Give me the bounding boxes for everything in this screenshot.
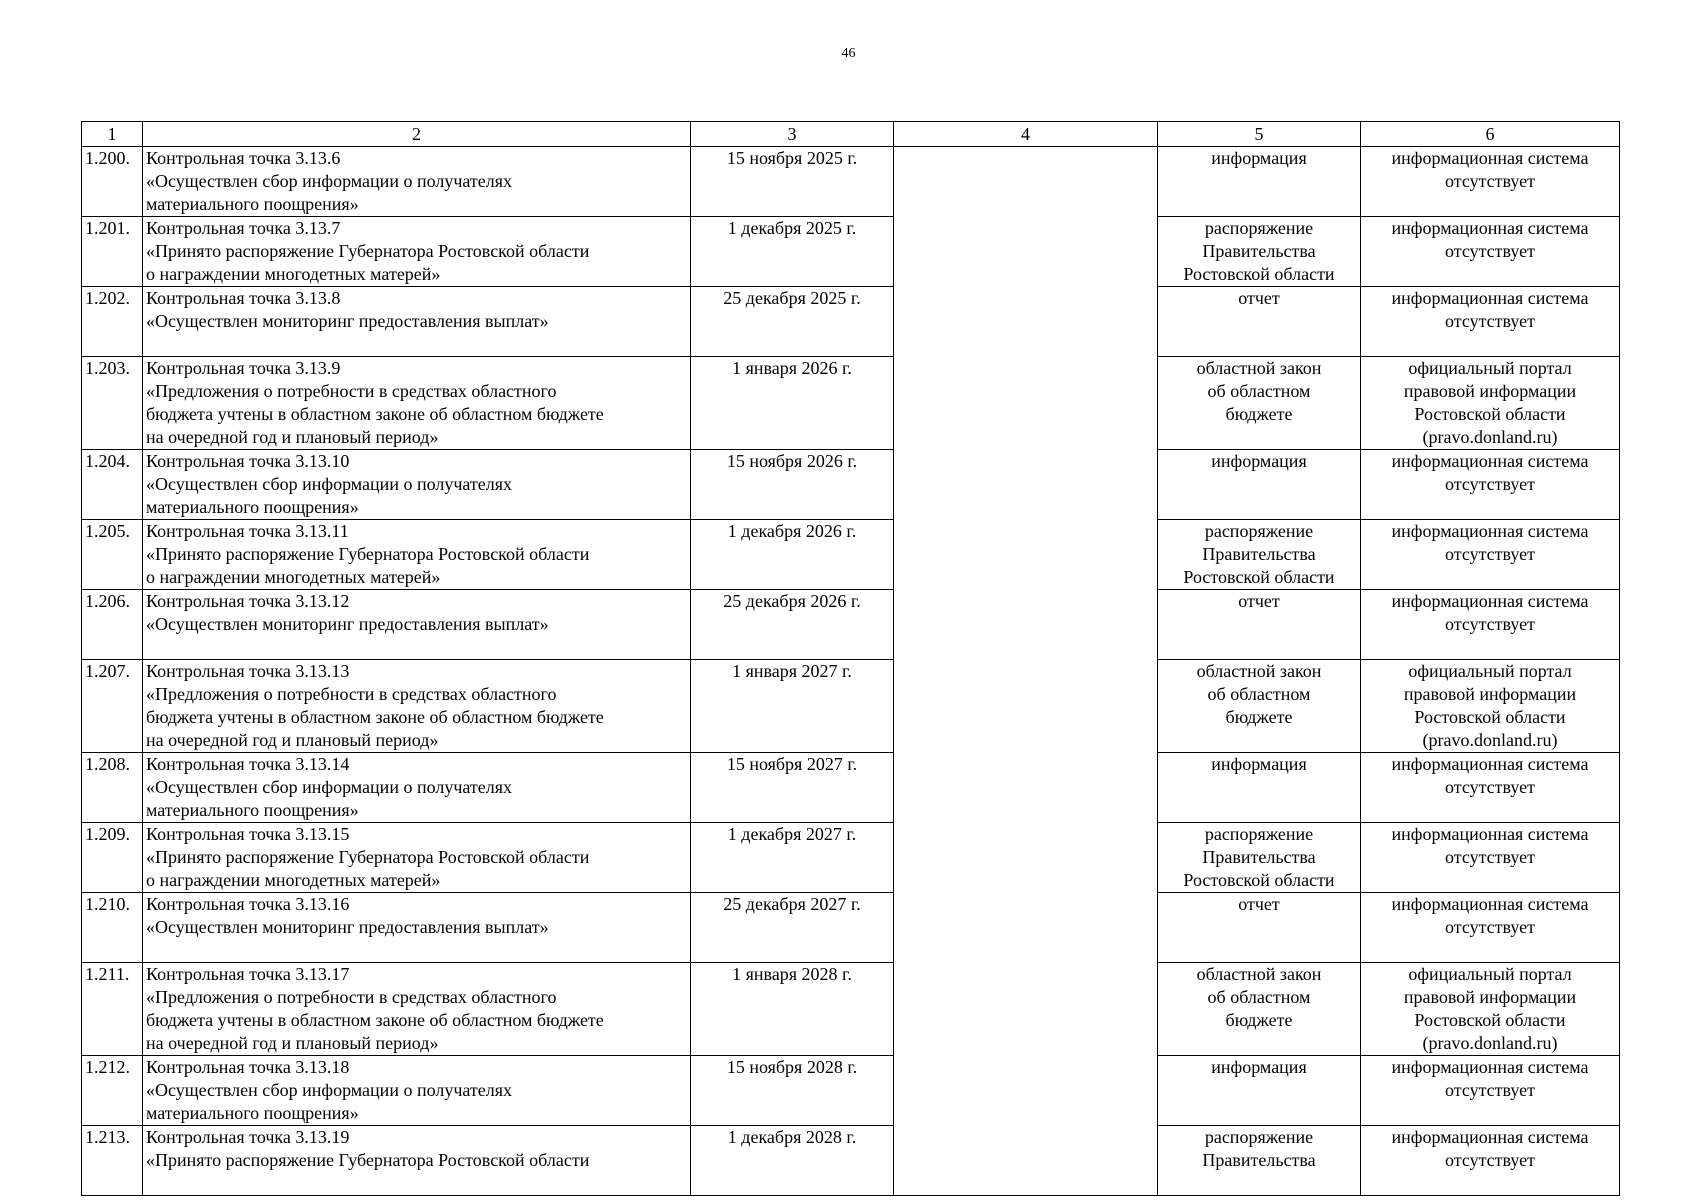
control-point-cell — [143, 753, 691, 823]
info-system-line: официальный портал — [1408, 358, 1572, 378]
deadline-cell: 1 января 2027 г. — [691, 660, 894, 753]
control-point-cell — [143, 287, 691, 357]
control-point-line: Контрольная точка 3.13.19 — [146, 1127, 350, 1147]
row-number-cell: 1.204. — [82, 450, 143, 520]
document-type-line: отчет — [1238, 591, 1280, 611]
control-point-cell — [143, 893, 691, 963]
document-type-cell — [1158, 520, 1361, 590]
info-system-line: (pravo.donland.ru) — [1422, 730, 1558, 750]
info-system-line: информационная система — [1391, 288, 1589, 308]
info-system-line: информационная система — [1391, 218, 1589, 238]
control-point-line: «Осуществлен сбор информации о получателях — [146, 474, 513, 494]
info-system-cell — [1361, 893, 1620, 963]
info-system-line: отсутствует — [1444, 311, 1536, 331]
table-row — [82, 217, 1620, 287]
control-point-line: Контрольная точка 3.13.7 — [146, 218, 341, 238]
column-header: 3 — [691, 122, 894, 147]
page-number: 46 — [841, 46, 856, 61]
document-type-line: бюджете — [1225, 404, 1293, 424]
info-system-line: информационная система — [1391, 591, 1589, 611]
row-number-cell: 1.203. — [82, 357, 143, 450]
control-point-line: Контрольная точка 3.13.11 — [146, 521, 349, 541]
table-row — [82, 1056, 1620, 1126]
control-point-line: бюджета учтены в областном законе об областном бюджете — [146, 1010, 604, 1030]
document-type-cell — [1158, 147, 1361, 217]
info-system-line: официальный портал — [1408, 964, 1572, 984]
document-type-cell — [1158, 1056, 1361, 1126]
control-point-line: о награждении многодетных матерей» — [146, 567, 441, 587]
info-system-line: информационная система — [1391, 451, 1589, 471]
table-row — [82, 963, 1620, 1056]
control-points-table — [81, 121, 1620, 1196]
column-header: 4 — [894, 122, 1158, 147]
control-point-cell — [143, 1056, 691, 1126]
document-type-line: информация — [1211, 451, 1307, 471]
document-type-line: Правительства — [1202, 847, 1316, 867]
control-point-line: «Предложения о потребности в средствах областного — [146, 684, 557, 704]
deadline-cell: 1 декабря 2025 г. — [691, 217, 894, 287]
table-row — [82, 1126, 1620, 1196]
info-system-cell — [1361, 217, 1620, 287]
control-point-cell — [143, 660, 691, 753]
control-point-line: материального поощрения» — [146, 1103, 359, 1123]
control-point-line: «Принято распоряжение Губернатора Ростовской области — [146, 847, 590, 867]
control-point-line: Контрольная точка 3.13.17 — [146, 964, 350, 984]
info-system-line: отсутствует — [1444, 847, 1536, 867]
control-point-line: «Осуществлен мониторинг предоставления выплат» — [146, 311, 549, 331]
info-system-line: отсутствует — [1444, 474, 1536, 494]
document-type-line: Ростовской области — [1183, 264, 1335, 284]
document-type-line: Правительства — [1202, 1150, 1316, 1170]
table-row — [82, 590, 1620, 660]
document-type-line: Правительства — [1202, 544, 1316, 564]
deadline-cell: 1 января 2026 г. — [691, 357, 894, 450]
document-type-line: информация — [1211, 148, 1307, 168]
control-point-line: на очередной год и плановый период» — [146, 730, 439, 750]
document-type-cell — [1158, 1126, 1361, 1196]
row-number-cell: 1.211. — [82, 963, 143, 1056]
control-point-cell — [143, 963, 691, 1056]
deadline-cell: 1 декабря 2027 г. — [691, 823, 894, 893]
control-point-line: «Осуществлен сбор информации о получателях — [146, 1080, 513, 1100]
document-type-line: отчет — [1238, 894, 1280, 914]
info-system-line: (pravo.donland.ru) — [1422, 427, 1558, 447]
info-system-line: Ростовской области — [1414, 404, 1566, 424]
info-system-cell — [1361, 520, 1620, 590]
column-header: 6 — [1361, 122, 1620, 147]
document-type-line: об областном — [1207, 381, 1311, 401]
document-type-line: информация — [1211, 1057, 1307, 1077]
info-system-cell — [1361, 357, 1620, 450]
control-point-line: бюджета учтены в областном законе об областном бюджете — [146, 404, 604, 424]
control-point-cell — [143, 357, 691, 450]
control-point-cell — [143, 1126, 691, 1196]
table-row — [82, 520, 1620, 590]
deadline-cell: 15 ноября 2027 г. — [691, 753, 894, 823]
row-number-cell: 1.210. — [82, 893, 143, 963]
info-system-line: отсутствует — [1444, 171, 1536, 191]
control-point-line: «Принято распоряжение Губернатора Ростовской области — [146, 241, 590, 261]
control-point-line: о награждении многодетных матерей» — [146, 264, 441, 284]
document-type-cell — [1158, 753, 1361, 823]
control-point-cell — [143, 590, 691, 660]
table-header — [82, 122, 1620, 147]
deadline-cell: 1 декабря 2026 г. — [691, 520, 894, 590]
info-system-cell — [1361, 753, 1620, 823]
control-point-line: материального поощрения» — [146, 800, 359, 820]
row-number-cell: 1.209. — [82, 823, 143, 893]
control-point-line: Контрольная точка 3.13.9 — [146, 358, 341, 378]
table-row — [82, 147, 1620, 217]
document-type-cell — [1158, 217, 1361, 287]
document-type-cell — [1158, 823, 1361, 893]
info-system-cell — [1361, 1126, 1620, 1196]
control-point-line: Контрольная точка 3.13.8 — [146, 288, 341, 308]
document-type-line: областной закон — [1196, 358, 1322, 378]
table-row — [82, 660, 1620, 753]
table-row — [82, 823, 1620, 893]
row-number-cell: 1.206. — [82, 590, 143, 660]
control-point-line: на очередной год и плановый период» — [146, 427, 439, 447]
control-point-line: бюджета учтены в областном законе об областном бюджете — [146, 707, 604, 727]
document-type-line: об областном — [1207, 987, 1311, 1007]
control-point-line: «Принято распоряжение Губернатора Ростовской области — [146, 1150, 590, 1170]
document-type-line: бюджете — [1225, 707, 1293, 727]
document-type-line: областной закон — [1196, 964, 1322, 984]
row-number-cell: 1.205. — [82, 520, 143, 590]
document-type-cell — [1158, 963, 1361, 1056]
table-row — [82, 287, 1620, 357]
info-system-cell — [1361, 823, 1620, 893]
deadline-cell: 1 декабря 2028 г. — [691, 1126, 894, 1196]
control-point-line: о награждении многодетных матерей» — [146, 870, 441, 890]
info-system-cell — [1361, 660, 1620, 753]
info-system-line: Ростовской области — [1414, 707, 1566, 727]
document-type-cell — [1158, 450, 1361, 520]
control-point-line: материального поощрения» — [146, 194, 359, 214]
info-system-line: отсутствует — [1444, 1080, 1536, 1100]
document-type-line: распоряжение — [1204, 218, 1314, 238]
deadline-cell: 25 декабря 2026 г. — [691, 590, 894, 660]
document-type-line: Правительства — [1202, 241, 1316, 261]
info-system-line: информационная система — [1391, 754, 1589, 774]
info-system-line: Ростовской области — [1414, 1010, 1566, 1030]
deadline-cell: 15 ноября 2026 г. — [691, 450, 894, 520]
info-system-line: официальный портал — [1408, 661, 1572, 681]
info-system-cell — [1361, 590, 1620, 660]
info-system-line: отсутствует — [1444, 1150, 1536, 1170]
info-system-cell — [1361, 1056, 1620, 1126]
control-point-line: Контрольная точка 3.13.13 — [146, 661, 350, 681]
control-point-line: «Осуществлен сбор информации о получателях — [146, 777, 513, 797]
document-type-line: областной закон — [1196, 661, 1322, 681]
info-system-line: отсутствует — [1444, 917, 1536, 937]
document-type-cell — [1158, 357, 1361, 450]
control-point-line: материального поощрения» — [146, 497, 359, 517]
control-point-line: Контрольная точка 3.13.12 — [146, 591, 350, 611]
info-system-cell — [1361, 450, 1620, 520]
control-point-cell — [143, 450, 691, 520]
control-point-line: Контрольная точка 3.13.6 — [146, 148, 341, 168]
row-number-cell: 1.208. — [82, 753, 143, 823]
info-system-line: отсутствует — [1444, 241, 1536, 261]
document-type-cell — [1158, 660, 1361, 753]
document-type-line: Ростовской области — [1183, 870, 1335, 890]
document-type-line: об областном — [1207, 684, 1311, 704]
control-point-cell — [143, 217, 691, 287]
info-system-line: правовой информации — [1403, 684, 1577, 704]
control-point-cell — [143, 823, 691, 893]
info-system-line: информационная система — [1391, 1057, 1589, 1077]
control-point-line: «Осуществлен сбор информации о получателях — [146, 171, 513, 191]
control-point-line: Контрольная точка 3.13.18 — [146, 1057, 350, 1077]
document-type-line: распоряжение — [1204, 1127, 1314, 1147]
control-point-line: Контрольная точка 3.13.14 — [146, 754, 350, 774]
control-point-line: Контрольная точка 3.13.15 — [146, 824, 350, 844]
control-point-line: «Осуществлен мониторинг предоставления выплат» — [146, 917, 549, 937]
document-type-cell — [1158, 287, 1361, 357]
info-system-line: отсутствует — [1444, 544, 1536, 564]
table-row — [82, 357, 1620, 450]
document-type-line: информация — [1211, 754, 1307, 774]
deadline-cell: 25 декабря 2027 г. — [691, 893, 894, 963]
column-header: 2 — [143, 122, 691, 147]
deadline-cell: 15 ноября 2025 г. — [691, 147, 894, 217]
info-system-line: информационная система — [1391, 1127, 1589, 1147]
control-point-line: «Предложения о потребности в средствах областного — [146, 987, 557, 1007]
row-number-cell: 1.202. — [82, 287, 143, 357]
control-point-line: «Принято распоряжение Губернатора Ростовской области — [146, 544, 590, 564]
row-number-cell: 1.212. — [82, 1056, 143, 1126]
info-system-line: информационная система — [1391, 824, 1589, 844]
row-number-cell: 1.207. — [82, 660, 143, 753]
column-header: 5 — [1158, 122, 1361, 147]
row-number-cell: 1.213. — [82, 1126, 143, 1196]
info-system-cell — [1361, 963, 1620, 1056]
info-system-line: (pravo.donland.ru) — [1422, 1033, 1558, 1053]
table-row — [82, 450, 1620, 520]
info-system-line: отсутствует — [1444, 777, 1536, 797]
document-type-cell — [1158, 893, 1361, 963]
table-row — [82, 753, 1620, 823]
control-point-cell — [143, 520, 691, 590]
column-header: 1 — [82, 122, 143, 147]
info-system-line: правовой информации — [1403, 381, 1577, 401]
document-type-line: распоряжение — [1204, 521, 1314, 541]
table-row — [82, 893, 1620, 963]
table-body — [82, 147, 1620, 1196]
control-point-line: «Предложения о потребности в средствах областного — [146, 381, 557, 401]
control-point-line: Контрольная точка 3.13.10 — [146, 451, 350, 471]
deadline-cell: 1 января 2028 г. — [691, 963, 894, 1056]
info-system-line: отсутствует — [1444, 614, 1536, 634]
info-system-line: информационная система — [1391, 521, 1589, 541]
responsible-cell — [894, 147, 1158, 1196]
info-system-cell — [1361, 287, 1620, 357]
info-system-line: информационная система — [1391, 894, 1589, 914]
deadline-cell: 25 декабря 2025 г. — [691, 287, 894, 357]
info-system-line: информационная система — [1391, 148, 1589, 168]
row-number-cell: 1.201. — [82, 217, 143, 287]
deadline-cell: 15 ноября 2028 г. — [691, 1056, 894, 1126]
document-type-line: распоряжение — [1204, 824, 1314, 844]
info-system-line: правовой информации — [1403, 987, 1577, 1007]
control-point-line: Контрольная точка 3.13.16 — [146, 894, 350, 914]
document-type-line: отчет — [1238, 288, 1280, 308]
document-type-line: бюджете — [1225, 1010, 1293, 1030]
control-point-line: «Осуществлен мониторинг предоставления выплат» — [146, 614, 549, 634]
document-type-line: Ростовской области — [1183, 567, 1335, 587]
info-system-cell — [1361, 147, 1620, 217]
control-point-cell — [143, 147, 691, 217]
control-point-line: на очередной год и плановый период» — [146, 1033, 439, 1053]
document-type-cell — [1158, 590, 1361, 660]
row-number-cell: 1.200. — [82, 147, 143, 217]
